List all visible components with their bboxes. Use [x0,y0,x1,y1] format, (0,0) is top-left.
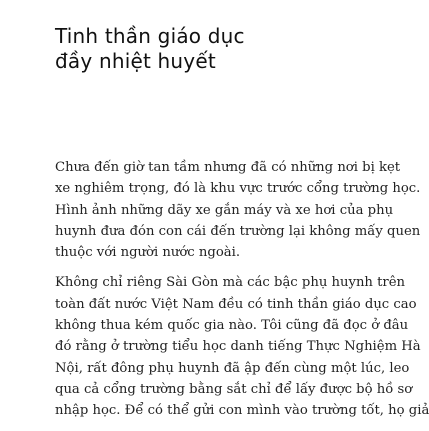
text-line: toàn đất nước Việt Nam đều có tinh thần giáo dục cao [55,296,417,312]
text-line: Hình ảnh những dãy xe gắn máy và xe hơi của phụ [55,202,394,218]
paragraph-2 [55,272,429,421]
text-line: thuộc với người nước ngoài. [55,245,241,261]
text-line: qua cả cổng trường bằng sắt chỉ để lấy được bộ hồ sơ [55,381,413,397]
text-line: xe nghiêm trọng, đó là khu vực trước cổng trường học. [55,181,421,197]
text-line: đó rằng ở trường tiểu học danh tiếng Thực Nghiệm Hà [55,339,421,355]
text-line: nhập học. Để có thể gửi con mình vào trường tốt, họ giả [55,403,429,419]
text-line: Nội, rất đông phụ huynh đã ập đến cùng một lúc, leo [55,360,410,376]
text-line: không thua kém quốc gia nào. Tôi cũng đã đọc ở đâu [55,318,409,334]
chapter-title-line-2: đầy nhiệt huyết [55,49,216,73]
body-text [55,157,429,431]
text-line: huynh đưa đón con cái đến trường lại không mấy quen [55,223,421,239]
paragraph-1 [55,157,421,263]
text-line: Không chỉ riêng Sài Gòn mà các bậc phụ huynh trên [55,275,406,291]
text-line: Chưa đến giờ tan tầm nhưng đã có những nơi bị kẹt [55,160,401,175]
chapter-title-line-1: Tinh thần giáo dục [55,24,245,48]
chapter-title [55,24,245,74]
